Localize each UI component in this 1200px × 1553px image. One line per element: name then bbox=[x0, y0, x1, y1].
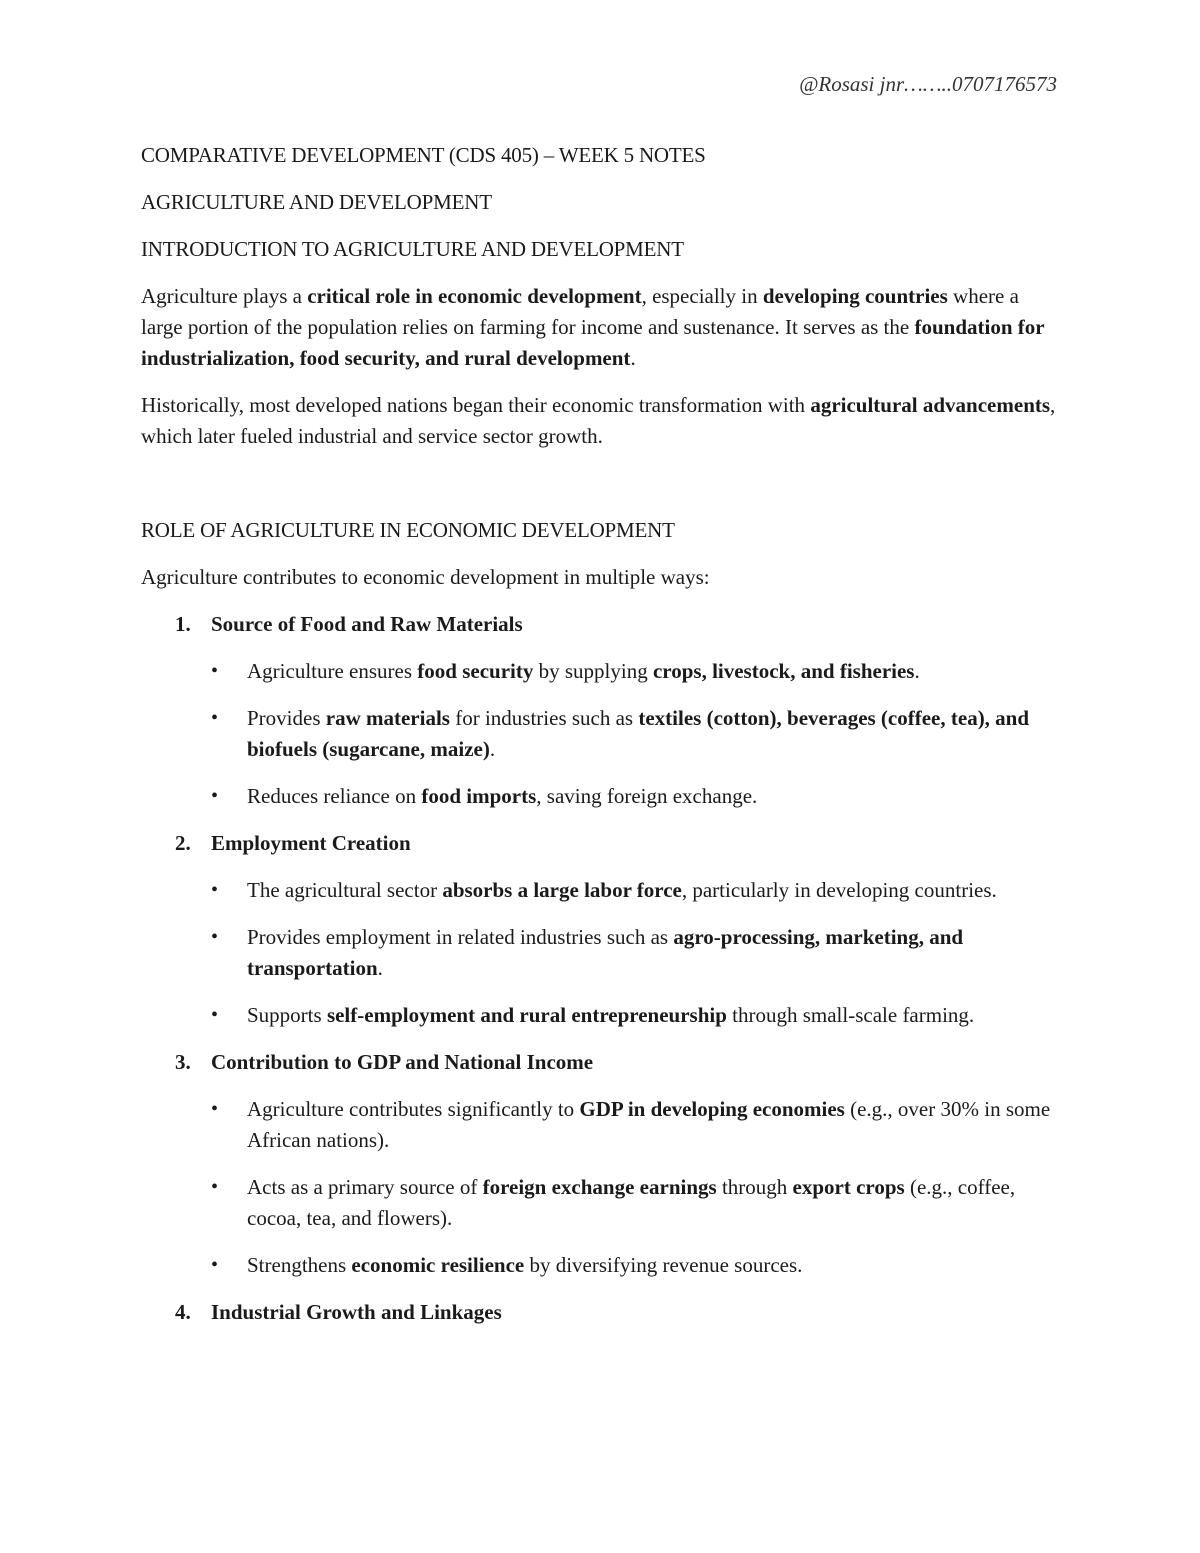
text-run: . bbox=[914, 659, 920, 683]
bullet-icon: • bbox=[211, 785, 219, 807]
text-run: . bbox=[630, 346, 636, 370]
bullet-item bbox=[141, 781, 1061, 812]
text-run: Agriculture contributes significantly to bbox=[247, 1097, 580, 1121]
text-run: , saving foreign exchange. bbox=[536, 784, 758, 808]
text-run: Agriculture ensures bbox=[247, 659, 418, 683]
bullet-item bbox=[141, 703, 1061, 765]
text-run: Provides employment in related industries such as bbox=[247, 925, 674, 949]
numbered-item-3 bbox=[141, 1047, 1061, 1078]
bold-run: agro-processing, marketing, and transportation bbox=[247, 925, 964, 980]
text-run: Acts as a primary source of bbox=[247, 1175, 483, 1199]
bullet-icon: • bbox=[211, 1098, 219, 1120]
text-run: , especially in bbox=[641, 284, 763, 308]
bullet-icon: • bbox=[211, 1176, 219, 1198]
bullet-item bbox=[141, 875, 1061, 906]
text-run: (e.g., over 30% in some African nations). bbox=[247, 1097, 1051, 1152]
item-number: 4. bbox=[175, 1300, 191, 1324]
bullet-item bbox=[141, 1000, 1061, 1031]
text-run: through bbox=[716, 1175, 793, 1199]
item-title: Contribution to GDP and National Income bbox=[211, 1050, 594, 1074]
text-run: Supports bbox=[247, 1003, 327, 1027]
role-intro: Agriculture contributes to economic development in multiple ways: bbox=[141, 565, 710, 589]
item-title: Source of Food and Raw Materials bbox=[211, 612, 523, 636]
blank-line bbox=[141, 468, 1061, 515]
role-heading: ROLE OF AGRICULTURE IN ECONOMIC DEVELOPMENT bbox=[141, 518, 675, 542]
text-run: by diversifying revenue sources. bbox=[524, 1253, 803, 1277]
bullet-icon: • bbox=[211, 1254, 219, 1276]
bold-run: economic resilience bbox=[351, 1253, 525, 1277]
bold-run: critical role in economic development bbox=[307, 284, 642, 308]
bullet-icon: • bbox=[211, 879, 219, 901]
bullet-item bbox=[141, 922, 1061, 984]
numbered-item-4 bbox=[141, 1297, 1061, 1328]
numbered-item-1 bbox=[141, 609, 1061, 640]
bold-run: GDP in developing economies bbox=[579, 1097, 845, 1121]
text-run: Reduces reliance on bbox=[247, 784, 422, 808]
text-run: Agriculture plays a bbox=[141, 284, 308, 308]
item-number: 3. bbox=[175, 1050, 191, 1074]
document-subtitle: AGRICULTURE AND DEVELOPMENT bbox=[141, 190, 492, 214]
bullet-item bbox=[141, 1250, 1061, 1281]
text-run: Strengthens bbox=[247, 1253, 352, 1277]
text-run: where a large portion of the population relies on farming for income and sustenance. It serves as the bbox=[141, 284, 1019, 339]
bullet-icon: • bbox=[211, 1004, 219, 1026]
bold-run: self-employment and rural entrepreneurship bbox=[326, 1003, 727, 1027]
document-title: COMPARATIVE DEVELOPMENT (CDS 405) – WEEK 5 NOTES bbox=[141, 143, 706, 167]
intro-heading: INTRODUCTION TO AGRICULTURE AND DEVELOPMENT bbox=[141, 237, 684, 261]
text-run: . bbox=[377, 956, 383, 980]
bold-run: food imports bbox=[421, 784, 537, 808]
text-run: , which later fueled industrial and service sector growth. bbox=[141, 393, 1056, 448]
text-run: by supplying bbox=[533, 659, 653, 683]
bold-run: raw materials bbox=[325, 706, 450, 730]
text-run: , particularly in developing countries. bbox=[681, 878, 997, 902]
text-run: Provides bbox=[247, 706, 326, 730]
bold-run: crops, livestock, and fisheries bbox=[652, 659, 915, 683]
bold-run: textiles (cotton), beverages (coffee, tea), and biofuels (sugarcane, maize) bbox=[247, 706, 1030, 761]
bullet-icon: • bbox=[211, 660, 219, 682]
item-number: 1. bbox=[175, 612, 191, 636]
bold-run: export crops bbox=[792, 1175, 905, 1199]
bold-run: developing countries bbox=[762, 284, 948, 308]
document-body bbox=[141, 140, 1061, 1344]
bullet-item bbox=[141, 656, 1061, 687]
text-run: (e.g., coffee, cocoa, tea, and flowers). bbox=[247, 1175, 1016, 1230]
bold-run: agricultural advancements bbox=[810, 393, 1051, 417]
bold-run: food security bbox=[417, 659, 534, 683]
item-title: Industrial Growth and Linkages bbox=[211, 1300, 502, 1324]
bold-run: absorbs a large labor force bbox=[442, 878, 682, 902]
bullet-item bbox=[141, 1094, 1061, 1156]
item-number: 2. bbox=[175, 831, 191, 855]
header-contact: @Rosasi jnr……..0707176573 bbox=[799, 72, 1057, 96]
intro-paragraph-2 bbox=[141, 390, 1061, 452]
intro-paragraph-1 bbox=[141, 281, 1061, 374]
bullet-icon: • bbox=[211, 926, 219, 948]
bullet-icon: • bbox=[211, 707, 219, 729]
text-run: The agricultural sector bbox=[247, 878, 443, 902]
text-run: for industries such as bbox=[449, 706, 639, 730]
item-title: Employment Creation bbox=[211, 831, 411, 855]
text-run: . bbox=[489, 737, 496, 761]
numbered-item-2 bbox=[141, 828, 1061, 859]
text-run: through small-scale farming. bbox=[726, 1003, 975, 1027]
bold-run: foundation for industrialization, food security, and rural development bbox=[141, 315, 1045, 370]
bullet-item bbox=[141, 1172, 1061, 1234]
text-run: Historically, most developed nations began their economic transformation with bbox=[141, 393, 811, 417]
bold-run: foreign exchange earnings bbox=[482, 1175, 717, 1199]
